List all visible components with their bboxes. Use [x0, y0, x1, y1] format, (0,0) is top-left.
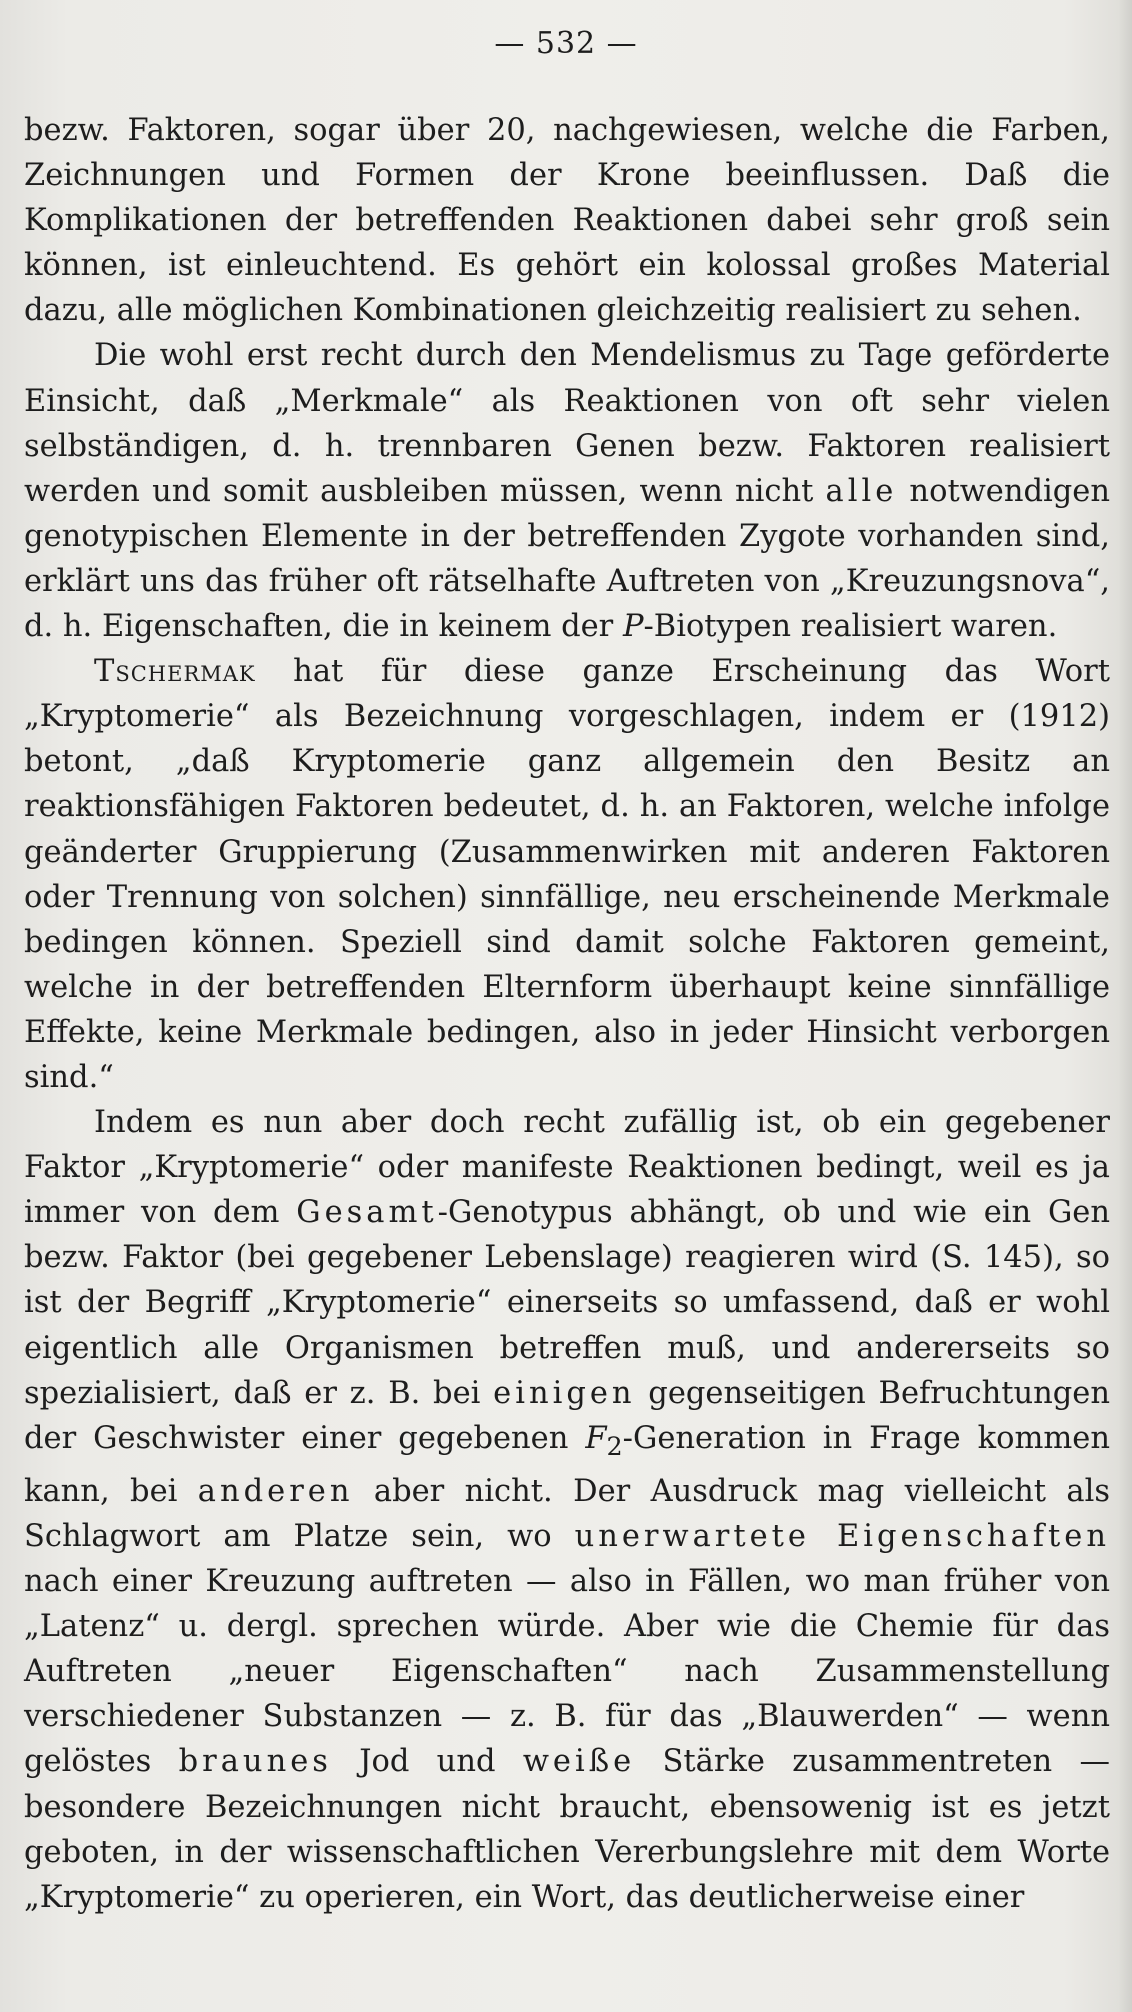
- paragraph: [24, 333, 1110, 649]
- emphasized-text: Gesamt: [296, 1195, 438, 1231]
- emphasized-text: anderen: [197, 1473, 354, 1509]
- emphasized-text: einigen: [493, 1375, 636, 1411]
- emphasized-text: alle: [825, 473, 898, 509]
- text-run: Die wohl erst recht durch den Mendelismus zu Tage geförderte Einsicht, daß „Merkmale“ als Reaktionen von oft sehr vielen selbständigen, d. h. trennbaren Genen bezw. Faktoren realisiert werden und somit ausbleiben müssen, wenn nicht: [24, 338, 1110, 509]
- paragraph: [24, 108, 1110, 333]
- page-number: — 532 —: [494, 26, 638, 61]
- text-run: Indem es nun aber doch recht zufällig ist, ob ein gegebener Faktor „Kryptomerie“ oder manifeste Reaktionen bedingt, weil es ja immer von dem: [24, 1105, 1110, 1231]
- author-name: Tschermak: [94, 654, 256, 690]
- emphasized-text: unerwartete Eigenschaften: [574, 1519, 1110, 1554]
- text-run: hat für diese ganze Erscheinung das Wort „Kryptomerie“ als Bezeichnung vorgeschlagen, indem er (1912) betont, „daß Kryptomerie ganz allgemein den Besitz an reaktionsfähigen Faktoren bedeutet, d. h. an Faktoren, welche infolge geänderter Gruppierung (Zusammenwirken mit anderen Faktoren oder Trennung von solchen) sinnfällige, neu erscheinende Merkmale bedingen können. Speziell sind damit solche Faktoren gemeint, welche in der betreffenden Elternform überhaupt keine sinnfällige Effekte, keine Merkmale bedingen, also in jeder Hinsicht verborgen sind.“: [24, 654, 1110, 1095]
- italic-text: F: [585, 1420, 607, 1456]
- text-run: nach einer Kreuzung auftreten — also in Fällen, wo man früher von „Latenz“ u. dergl. sprechen würde. Aber wie die Chemie für das Auftreten „neuer Eigenschaften“ nach Zusammenstellung verschiedener Substanzen — z. B. für das „Blauwerden“ — wenn gelöstes: [24, 1564, 1110, 1780]
- text-run: Stärke zusammentreten — besondere Bezeichnungen nicht braucht, ebensowenig ist es jetzt geboten, in der wissenschaftlichen Vererbungslehre mit dem Worte „Kryptomerie“ zu operieren, ein Wort, das deutlicherweise einer: [24, 1744, 1111, 1915]
- paragraph: [24, 649, 1110, 1100]
- paragraph: [24, 1100, 1110, 1920]
- text-run: gegenseitigen Befruchtungen der Geschwister einer gegebenen: [24, 1375, 1110, 1456]
- text-run: notwendigen genotypischen Elemente in der betreffenden Zygote vorhanden sind, erklärt uns das früher oft rätselhafte Auftreten von „Kreuzungsnova“, d. h. Eigenschaften, die in keinem der: [24, 473, 1110, 645]
- italic-text: P: [622, 609, 644, 645]
- emphasized-text: weiße: [522, 1744, 636, 1780]
- text-run: aber nicht. Der Ausdruck mag vielleicht als Schlagwort am Platze sein, wo: [24, 1473, 1110, 1554]
- page-edge-shadow: [1118, 0, 1132, 2012]
- text-run: -Generation in Frage kommen kann, bei: [24, 1420, 1110, 1509]
- text-run: -Genotypus abhängt, ob und wie ein Gen bezw. Faktor (bei gegebener Lebenslage) reagieren wird (S. 145), so ist der Begriff „Kryptomerie“ einerseits so umfassend, daß er wohl eigentlich alle Organismen betreffen muß, und andererseits so spezialisiert, daß er z. B. bei: [24, 1195, 1110, 1411]
- text-run: bezw. Faktoren, sogar über 20, nachgewiesen, welche die Farben, Zeichnungen und Formen der Krone beeinflussen. Daß die Komplikationen der betreffenden Reaktionen dabei sehr groß sein können, ist einleuchtend. Es gehört ein kolossal großes Material dazu, alle möglichen Kombinationen gleichzeitig realisiert zu sehen.: [24, 113, 1110, 329]
- body-text: [24, 108, 1110, 1920]
- subscript-text: 2: [606, 1430, 623, 1461]
- emphasized-text: braunes: [178, 1744, 332, 1780]
- text-run: Jod und: [331, 1744, 523, 1780]
- text-run: -Biotypen realisiert waren.: [643, 609, 1058, 645]
